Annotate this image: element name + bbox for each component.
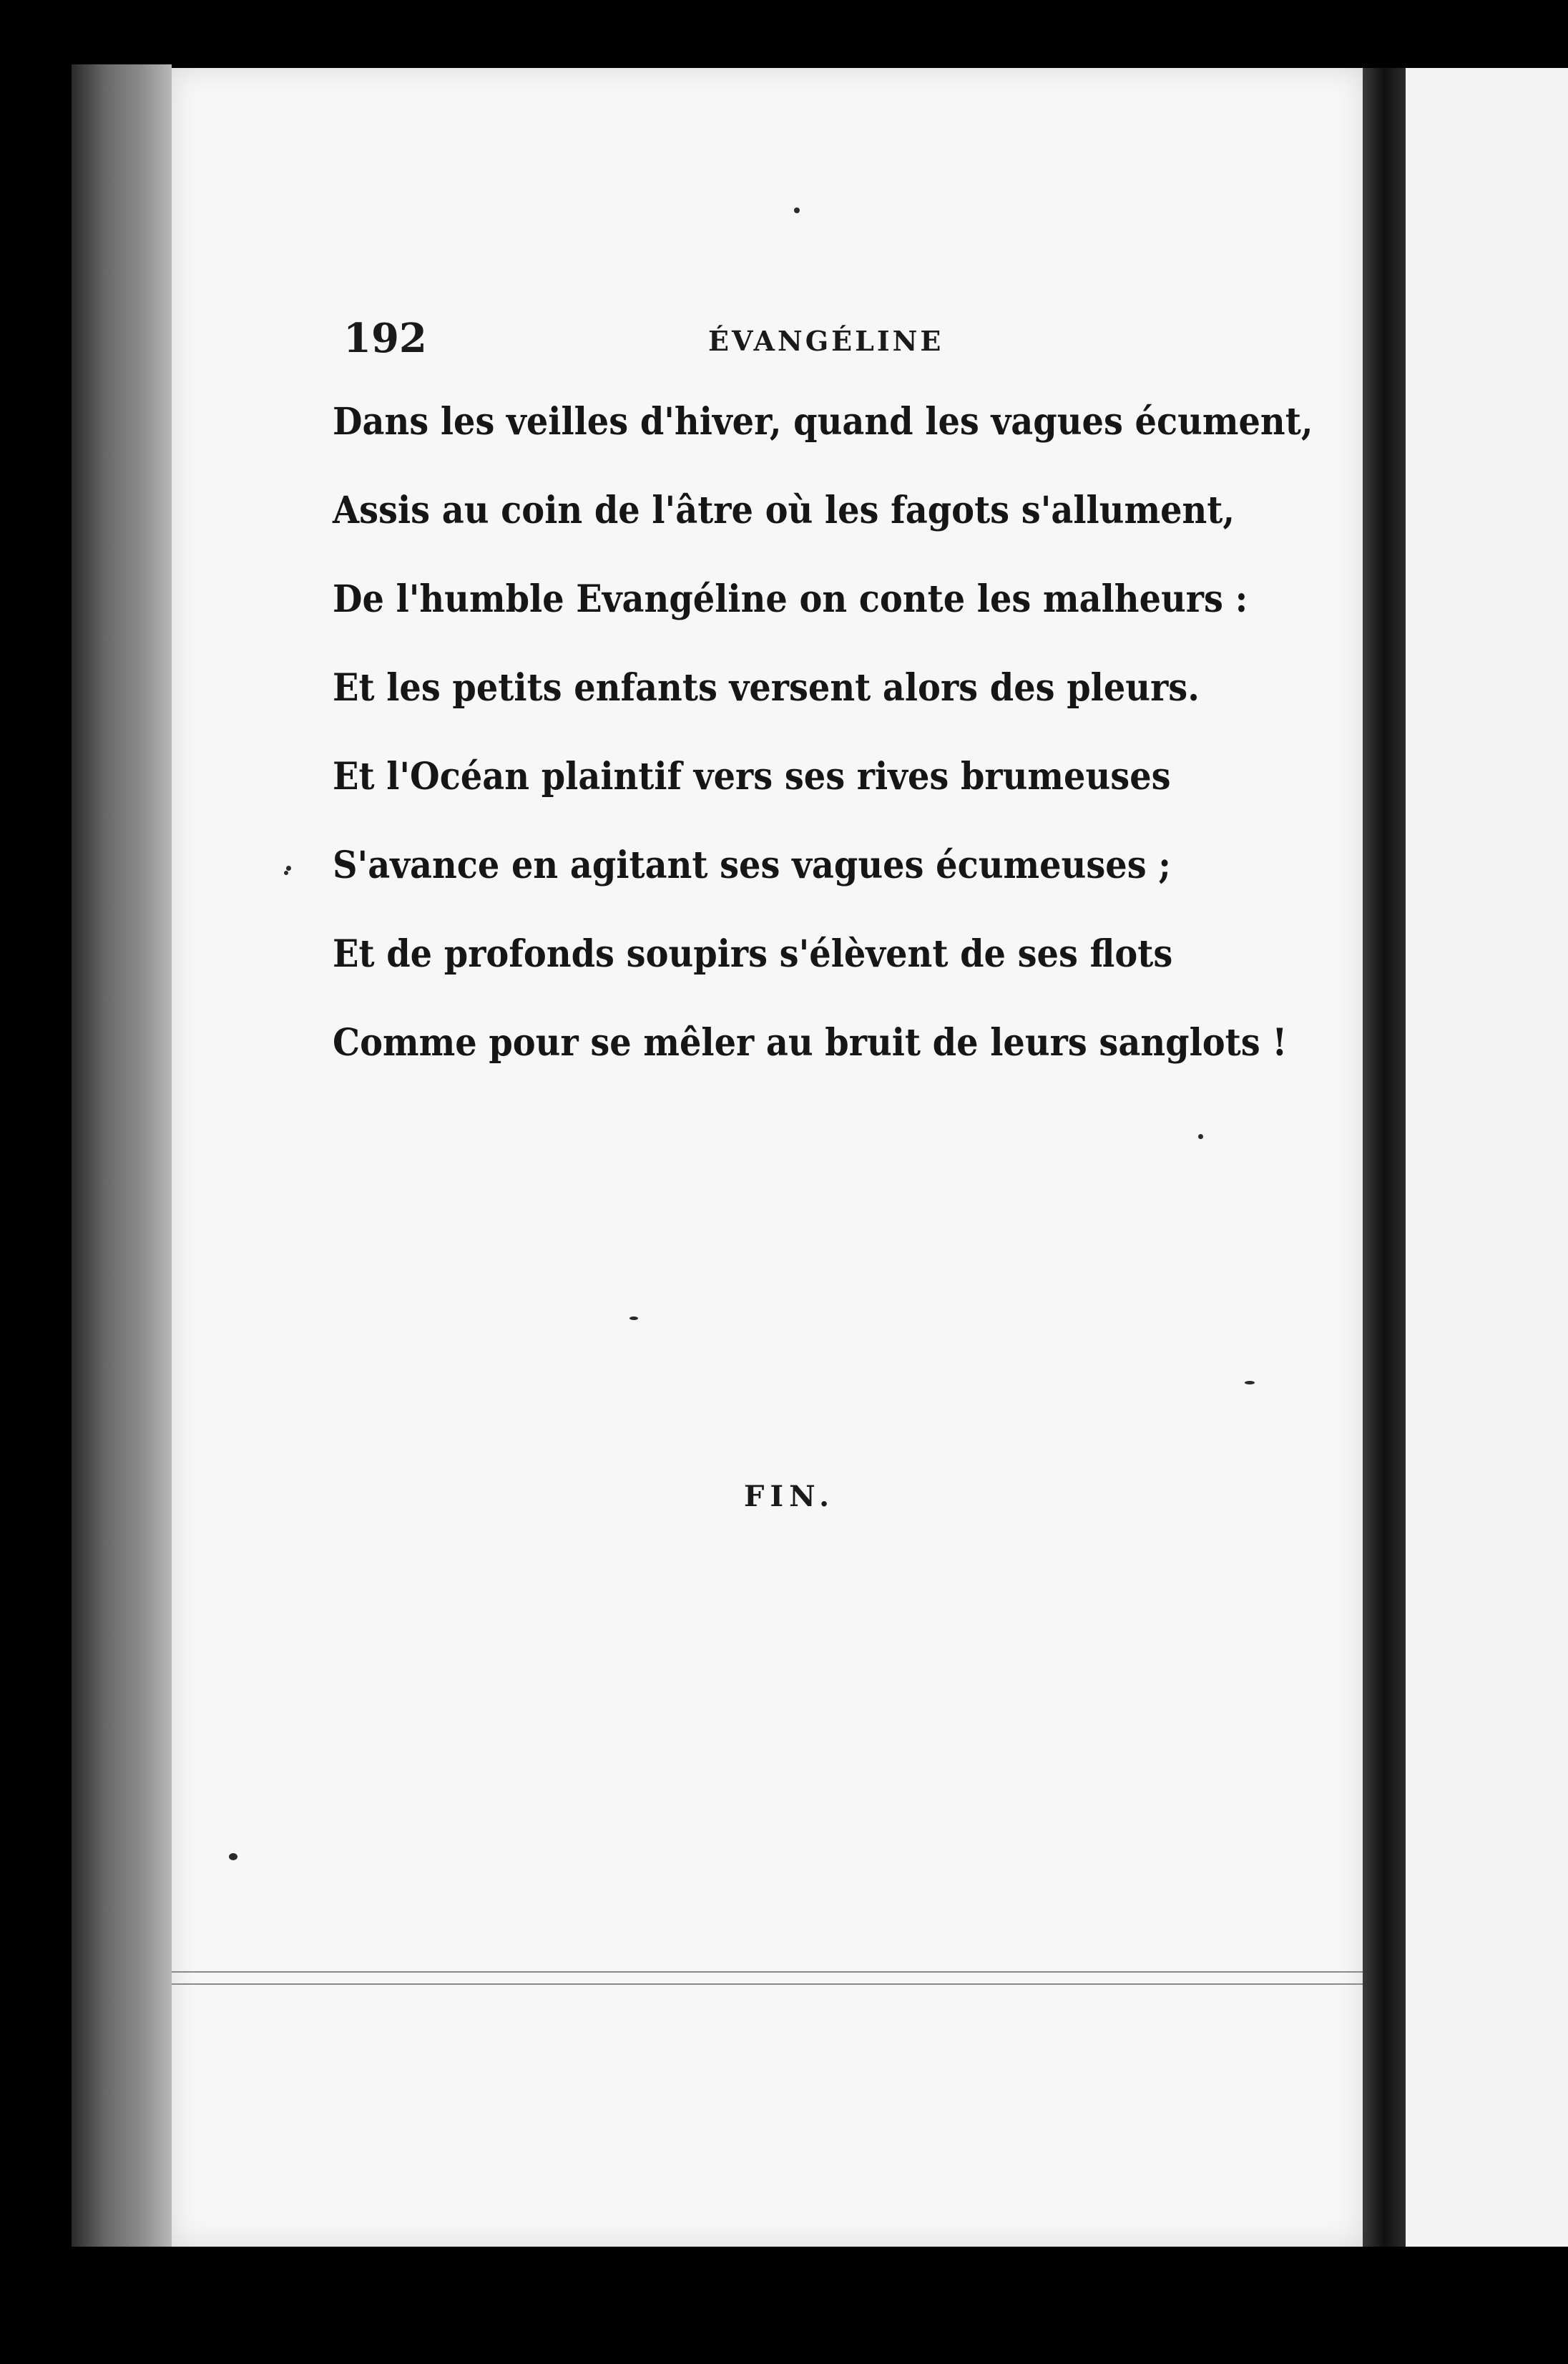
poem-text (333, 397, 1334, 1107)
verse-line: Et l'Océan plaintif vers ses rives brumeuses (333, 755, 1171, 798)
book-spine (1363, 68, 1406, 2247)
page-header (343, 315, 987, 365)
facing-page-edge (1406, 68, 1568, 2247)
scan-line (172, 1983, 1363, 1985)
verse-line: Assis au coin de l'âtre où les fagots s'allument, (333, 489, 1235, 532)
scan-speck (1245, 1381, 1255, 1384)
end-mark: FIN. (744, 1480, 836, 1513)
verse-line: Et les petits enfants versent alors des pleurs. (333, 666, 1200, 710)
scan-speck (794, 207, 800, 213)
scan-speck (629, 1317, 638, 1320)
running-title: ÉVANGÉLINE (708, 325, 944, 357)
verse-line: De l'humble Evangéline on conte les malheurs : (333, 577, 1248, 621)
verse-line: S'avance en agitant ses vagues écumeuses ; (333, 844, 1171, 887)
scan-speck (229, 1853, 237, 1860)
scan-line (172, 1971, 1363, 1973)
book-page (172, 68, 1363, 2247)
verse-line: Comme pour se mêler au bruit de leurs sanglots ! (333, 1021, 1288, 1065)
verse-line: Et de profonds soupirs s'élèvent de ses flots (333, 932, 1173, 976)
scan-speck (286, 866, 291, 871)
page-number: 192 (343, 315, 427, 362)
scan-speck (1198, 1134, 1203, 1139)
verse-line: Dans les veilles d'hiver, quand les vagues écument, (333, 400, 1313, 444)
left-page-edge (72, 64, 172, 2247)
scan-speck (284, 871, 288, 875)
